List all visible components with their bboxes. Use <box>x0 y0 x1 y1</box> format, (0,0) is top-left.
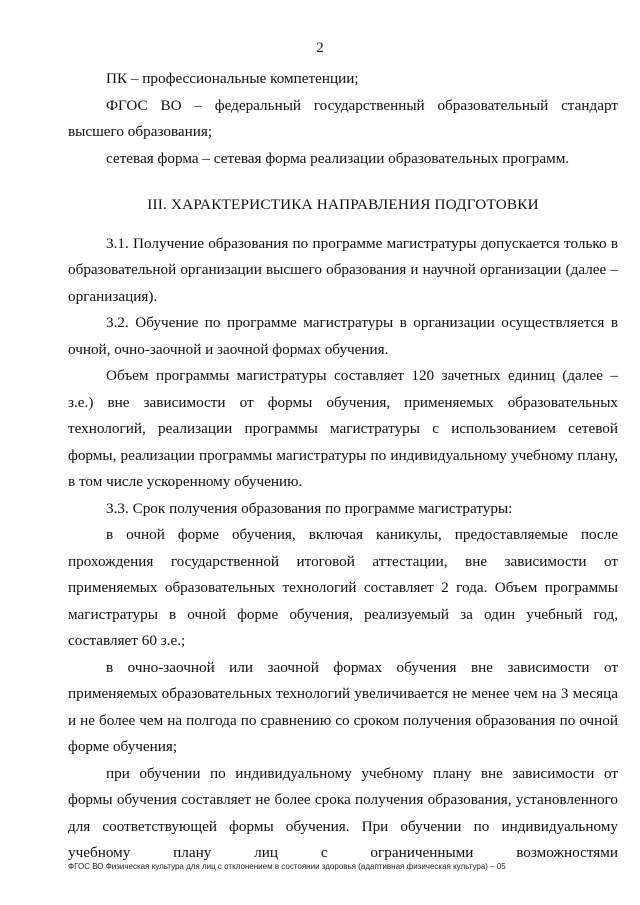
paragraph-program-volume: Объем программы магистратуры составляет 120 зачетных единиц (далее – з.е.) вне зависимости от формы обучения, применяемых образовательных технологий, реализации программы магистратуры с использованием сетевой формы, реализации программы магистратуры по индивидуальному учебному плану, в том числе ускоренному обучению. <box>68 367 618 490</box>
paragraph-3-3: 3.3. Срок получения образования по программе магистратуры: <box>106 499 513 517</box>
document-body <box>68 66 618 867</box>
paragraph-part-time: в очно-заочной или заочной формах обучения вне зависимости от применяемых образовательных технологий увеличивается не менее чем на 3 месяца и не более чем на полгода по сравнению со сроком получения образования по очной форме обучения; <box>68 658 618 755</box>
paragraph-3-1: 3.1. Получение образования по программе магистратуры допускается только в образовательной организации высшего образования и научной организации (далее – организация). <box>68 234 618 305</box>
paragraph-individual-plan: при обучении по индивидуальному учебному плану вне зависимости от формы обучения составляет не более срока получения образования, установленного для соответствующей формы обучения. При обучении по индивидуальному учебному плану лиц с ограниченными возможностями <box>68 764 618 861</box>
paragraph-fgos-definition: ФГОС ВО – федеральный государственный образовательный стандарт высшего образования; <box>68 96 618 140</box>
section-heading: III. ХАРАКТЕРИСТИКА НАПРАВЛЕНИЯ ПОДГОТОВКИ <box>147 196 539 213</box>
page-footer: ФГОС ВО Физическая культура для лиц с отклонением в состоянии здоровья (адаптивная физическая культура) – 05 <box>68 862 506 871</box>
page-number: 2 <box>316 40 324 56</box>
paragraph-network-form-definition: сетевая форма – сетевая форма реализации образовательных программ. <box>106 149 570 167</box>
paragraph-full-time: в очной форме обучения, включая каникулы, предоставляемые после прохождения государственной итоговой аттестации, вне зависимости от применяемых образовательных технологий составляет 2 года. Объем программы магистратуры в очной форме обучения, реализуемый за один учебный год, составляет 60 з.е.; <box>68 526 618 649</box>
paragraph-3-2: 3.2. Обучение по программе магистратуры в организации осуществляется в очной, очно-заочной и заочной формах обучения. <box>68 314 618 358</box>
paragraph-pk-definition: ПК – профессиональные компетенции; <box>106 70 359 87</box>
